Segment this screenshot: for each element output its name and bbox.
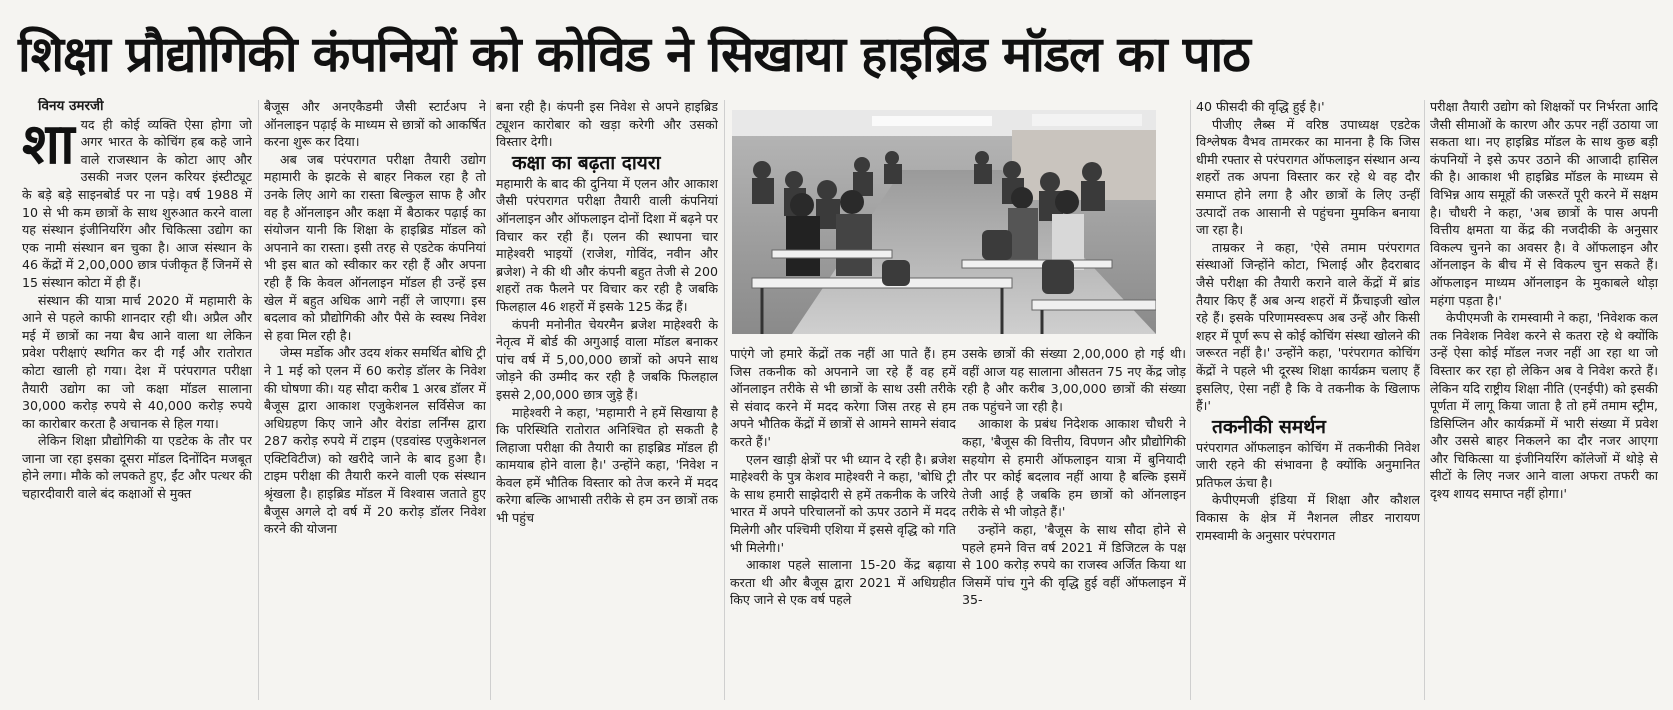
article-paragraph: परंपरागत ऑफलाइन कोचिंग में तकनीकी निवेश जारी रहने की संभावना है क्योंकि अनुमानित प्रतिफल ऊंचा है। bbox=[1196, 439, 1420, 490]
article-column-2 bbox=[264, 98, 486, 704]
article-column-1 bbox=[22, 98, 252, 704]
column-rule bbox=[490, 100, 491, 700]
article-paragraph: बैजूस और अनएकैडमी जैसी स्टार्टअप ने ऑनलाइन पढ़ाई के माध्यम से छात्रों को आकर्षित करना शुरू कर दिया। bbox=[264, 99, 486, 150]
article-paragraph: ताम्रकर ने कहा, 'ऐसे तमाम परंपरागत संस्थाओं जिन्होंने कोटा, भिलाई और हैदराबाद जैसे परीक्षा की तैयारी कराने वाले केंद्रों में ब्रांड तैयार किए हैं अब अन्य शहरों में फ्रैंचाइजी खोल रहे हैं। इसके परिणामस्वरूप अब उन्हें और किसी शहर में पूर्ण रूप से कोई कोचिंग संस्था खोलने की जरूरत नहीं है।' उन्होंने कहा, 'परंपरागत कोचिंग केंद्रों ने पहले भी दूरस्थ शिक्षा कार्यक्रम चलाए हैं इसलिए, ऐसा नहीं है कि वे तकनीक के खिलाफ हैं।' bbox=[1196, 239, 1420, 414]
article-column-4 bbox=[730, 345, 956, 705]
article-paragraph: केपीएमजी के रामस्वामी ने कहा, 'निवेशक कल तक निवेशक निवेश करने से कतरा रहे थे क्योंकि उन्हें ऐसा कोई मॉडल नजर नहीं आ रहा था जो विस्तार कर रहा हो लेकिन अब वे निवेश करते हैं। लेकिन यदि राष्ट्रीय शिक्षा नीति (एनईपी) को इसकी पूर्णता में लागू किया जाता है तो हमें तमाम स्ट्रीम, डिसिप्लिन और कार्यक्रमों में भारी संख्या में प्रवेश और उससे बाहर निकलने का दौर नजर आएगा और चिकित्सा या इंजीनियरिंग कॉलेजों में थोड़े से सीटों के लिए नजर आने वाला अफरा तफरी का दृश्य शायद समाप्त नहीं होगा।' bbox=[1430, 310, 1658, 502]
column-rule bbox=[258, 100, 259, 700]
drop-cap: शा bbox=[22, 111, 75, 177]
article-paragraph: बना रही है। कंपनी इस निवेश से अपने हाइब्रिड ट्यूशन कारोबार को खड़ा करेगी और उसको विस्तार देगी। bbox=[496, 99, 718, 150]
article-paragraph: संस्थान की यात्रा मार्च 2020 में महामारी के आने से पहले काफी शानदार रही थी। अप्रैल और मई में छात्रों का नया बैच आने वाला था लेकिन प्रवेश परीक्षाएं स्थगित कर दी गईं और रातोरात कोटा खाली हो गया। देश में परंपरागत परीक्षा तैयारी उद्योग का जो कक्षा मॉडल सालाना 30,000 करोड़ रुपये से 40,000 करोड़ रुपये का कारोबार करता है अचानक से हिल गया। bbox=[22, 292, 252, 431]
column-rule bbox=[724, 100, 725, 700]
article-paragraph: महामारी के बाद की दुनिया में एलन और आकाश जैसी परंपरागत परीक्षा तैयारी वाली कंपनियां ऑनलाइन और ऑफलाइन दोनों दिशा में बढ़ने पर विचार कर रही हैं। एलन की स्थापना चार माहेश्वरी भाइयों (राजेश, गोविंद, नवीन और ब्रजेश) ने की थी और कंपनी बहुत तेजी से 200 शहरों तक फैलने पर विचार कर रही है जबकि फिलहाल 46 शहरों में इसके 125 केंद्र हैं। bbox=[496, 175, 718, 314]
article-paragraph: पीजीए लैब्स में वरिष्ठ उपाध्यक्ष एडटेक विश्लेषक वैभव तामरकर का मानना है कि जिस धीमी रफ्तार से परंपरागत ऑफलाइन संस्थान अन्य शहरों तक अपना विस्तार कर रहे थे वह दौर समाप्त होने लगा है और छात्रों के लिए उन्हीं उत्पादों तक आसानी से पहुंचना मुमकिन बनाया जा रहा है। bbox=[1196, 116, 1420, 238]
classroom-photo bbox=[732, 110, 1156, 334]
article-paragraph: परीक्षा तैयारी उद्योग को शिक्षकों पर निर्भरता आदि जैसी सीमाओं के कारण और ऊपर नहीं उठाया जा सकता था। नए हाइब्रिड मॉडल के साथ कुछ बड़ी कंपनियों ने इसे ऊपर उठाने की आजादी हासिल की है। आकाश भी हाइब्रिड मॉडल के माध्यम से विभिन्न आय समूहों की जरूरतें पूरी करने में सक्षम है। चौधरी ने कहा, 'अब छात्रों के पास अपनी वित्तीय क्षमता या केंद्र की नजदीकी के अनुसार विकल्प चुनने का अवसर है। वे ऑफलाइन और ऑनलाइन के बीच में से विकल्प चुन सकते हैं। ऑफलाइन माध्यम ऑनलाइन के मुकाबले थोड़ा महंगा पड़ता है।' bbox=[1430, 99, 1658, 308]
article-paragraph: उन्होंने कहा, 'बैजूस के साथ सौदा होने से पहले हमने वित्त वर्ष 2021 में डिजिटल के पक्ष से 100 करोड़ रुपये का राजस्व अर्जित किया था जिसमें पांच गुने की वृद्धि हुई वहीं ऑफलाइन में 35- bbox=[962, 521, 1186, 608]
headline: शिक्षा प्रौद्योगिकी कंपनियों को कोविड ने सिखाया हाइब्रिड मॉडल का पाठ bbox=[18, 26, 1250, 83]
article-paragraph: 40 फीसदी की वृद्धि हुई है।' bbox=[1196, 99, 1325, 114]
article-paragraph: शायद ही कोई व्यक्ति ऐसा होगा जो अगर भारत के कोचिंग हब कहे जाने वाले राजस्थान के कोटा आए और उसकी नजर एलन करियर इंस्टीट्यूट के बड़े बड़े साइनबोर्ड पर ना पड़े। वर्ष 1988 में 10 से भी कम छात्रों के साथ शुरुआत करने वाला यह संस्थान इंजीनियरिंग और चिकित्सा उद्योग का एक नामी संस्थान बन चुका है। आज संस्थान के 46 केंद्रों में 2,00,000 छात्र पंजीकृत हैं जिनमें से 15 संस्थान कोटा में ही हैं। bbox=[22, 111, 252, 290]
article-paragraph: आकाश के प्रबंध निदेशक आकाश चौधरी ने कहा, 'बैजूस की वित्तीय, विपणन और प्रौद्योगिकी सहयोग से हमारी ऑफलाइन यात्रा में बुनियादी तौर पर कोई बदलाव नहीं आया है बल्कि इसमें तेजी आई है जबकि हम छात्रों को ऑनलाइन तरीके से भी जोड़ते हैं।' bbox=[962, 416, 1186, 520]
article-column-5 bbox=[962, 345, 1186, 705]
article-column-6 bbox=[1196, 98, 1420, 704]
article-paragraph: कंपनी मनोनीत चेयरमैन ब्रजेश माहेश्वरी के नेतृत्व में बोर्ड की अगुआई वाला मॉडल बनाकर पांच वर्ष में 5,00,000 छात्रों को अपने साथ जोड़ने की उम्मीद कर रही है जबकि फिलहाल इससे 2,00,000 छात्र जुड़े हैं। bbox=[496, 316, 718, 402]
article-paragraph: माहेश्वरी ने कहा, 'महामारी ने हमें सिखाया है कि परिस्थिति रातोरात अनिश्चित हो सकती है लिहाजा परीक्षा की तैयारी का हाइब्रिड मॉडल ही कामयाब होने वाला है।' उन्होंने कहा, 'निवेश न केवल हमें भौतिक विस्तार को तेज करने में मदद करेगा बल्कि आभासी तरीके से हम उन छात्रों तक भी पहुंच bbox=[496, 404, 718, 526]
subheading: कक्षा का बढ़ता दायरा bbox=[512, 151, 661, 174]
article-paragraph: उसके छात्रों की संख्या 2,00,000 हो गई थी। वहीं आज यह सालाना औसतन 75 नए केंद्र जोड़ रही है और करीब 3,00,000 छात्रों की संख्या तक पहुंचने जा रही है। bbox=[962, 346, 1186, 414]
article-paragraph: आकाश पहले सालाना 15-20 केंद्र बढ़ाया करता थी और बैजूस द्वारा 2021 में अधिग्रहीत किए जाने से एक वर्ष पहले bbox=[730, 557, 956, 608]
article-column-3 bbox=[496, 98, 718, 704]
article-column-7 bbox=[1430, 98, 1658, 704]
article-paragraph: केपीएमजी इंडिया में शिक्षा और कौशल विकास के क्षेत्र में नैशनल लीडर नारायण रामस्वामी के अनुसार परंपरागत bbox=[1196, 492, 1420, 543]
column-rule bbox=[1190, 100, 1191, 700]
article-paragraph: अब जब परंपरागत परीक्षा तैयारी उद्योग महामारी के झटके से बाहर निकल रहा है तो उनके लिए आगे का रास्ता बिल्कुल साफ है और वह है ऑनलाइन और कक्षा में बैठाकर पढ़ाई का संयोजन यानी कि शिक्षा के हाइब्रिड मॉडल को अपनाने का रास्ता। इसी तरह से एडटेक कंपनियां भी इस बात को स्वीकार कर रही हैं और अपना रही हैं कि केवल ऑनलाइन मॉडल ही उन्हें इस खेल में बहुत अधिक आगे नहीं ले जाएगा। इस बदलाव को प्रौद्योगिकी और पैसे के स्वस्थ निवेश से हवा मिल रही है। bbox=[264, 151, 486, 343]
classroom-photo-image bbox=[732, 110, 1156, 334]
article-paragraph: लेकिन शिक्षा प्रौद्योगिकी या एडटेक के तौर पर जाना जा रहा इसका दूसरा मॉडल दिनोंदिन मजबूत होने लगा। मौके को लपकते हुए, ईंट और पत्थर की चहारदीवारी वाले बंद कक्षाओं से मुक्त bbox=[22, 433, 252, 502]
article-paragraph: एलन खाड़ी क्षेत्रों पर भी ध्यान दे रही है। ब्रजेश माहेश्वरी के पुत्र केशव माहेश्वरी ने कहा, 'बोधि ट्री के साथ हमारी साझेदारी से हमें तकनीक के जरिये भारत में अपने परिचालनों को ऊपर उठाने में मदद मिलेगी और पश्चिमी एशिया में इससे वृद्धि को गति भी मिलेगी।' bbox=[730, 451, 956, 555]
article-paragraph: पाएंगे जो हमारे केंद्रों तक नहीं आ पाते हैं। हम जिस तकनीक को अपनाने जा रहे हैं वह हमें ऑनलाइन तरीके से भी छात्रों के साथ उसी तरीके से संवाद करने में मदद करेगा जिस तरह से हम अपने भौतिक केंद्रों में छात्रों से आमने सामने संवाद करते हैं।' bbox=[730, 346, 956, 449]
subheading: तकनीकी समर्थन bbox=[1212, 415, 1326, 438]
byline: विनय उमरजी bbox=[38, 98, 104, 114]
article-paragraph: जेम्स मर्डोक और उदय शंकर समर्थित बोधि ट्री ने 1 मई को एलन में 60 करोड़ डॉलर के निवेश की घोषणा की। यह सौदा करीब 1 अरब डॉलर में बैजूस द्वारा आकाश एजुकेशनल सर्विसेज का अधिग्रहण किए जाने और वेरांडा लर्निंग्स द्वारा 287 करोड़ रुपये में टाइम (एडवांस्ड एजुकेशनल एक्टिविटीज) को खरीदे जाने के बाद हुआ है। टाइम परीक्षा की तैयारी करने वाली एक संस्थान श्रृंखला है। हाइब्रिड मॉडल में विश्वास जताते हुए बैजूस अगले दो वर्ष में 20 करोड़ डॉलर निवेश करने की योजना bbox=[264, 345, 486, 537]
column-rule bbox=[1424, 100, 1425, 700]
